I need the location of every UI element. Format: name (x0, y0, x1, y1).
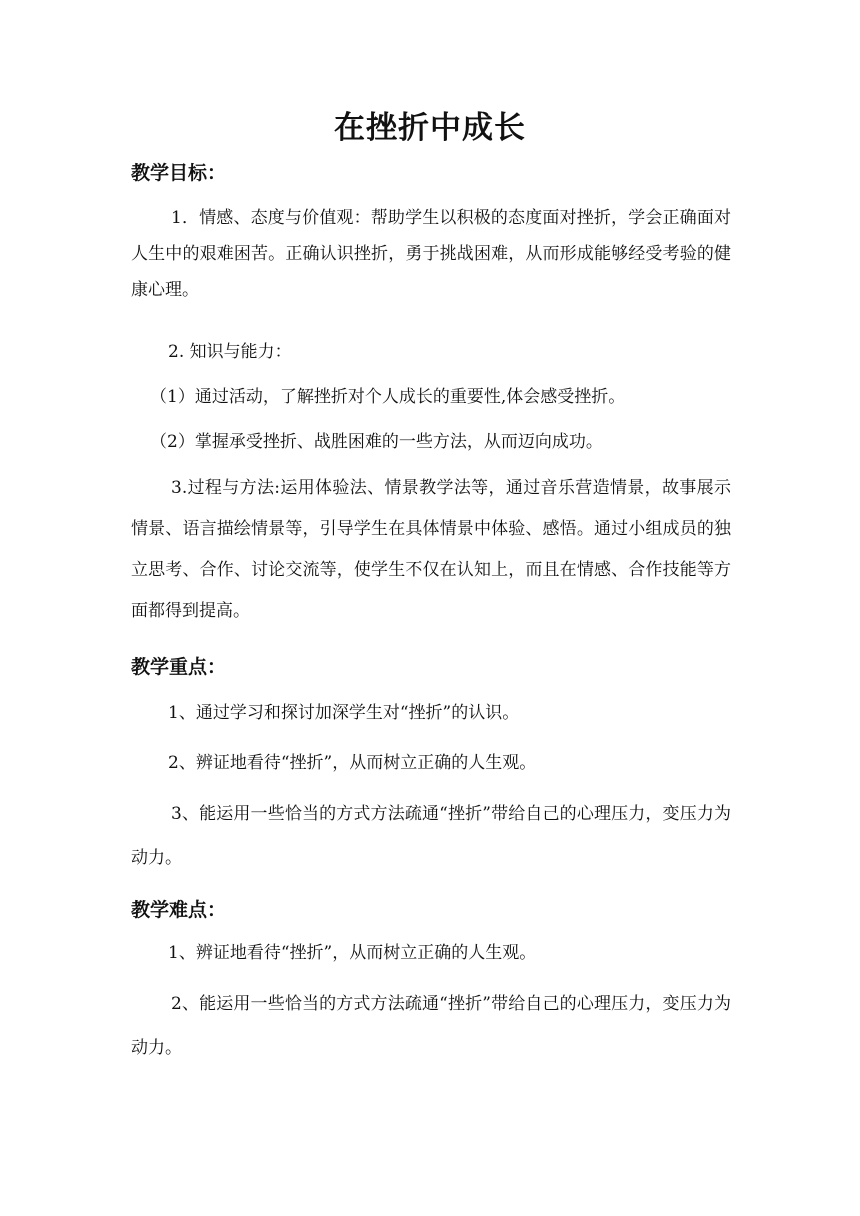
section-heading-goals: 教学目标： (131, 162, 227, 184)
section-heading-key-points: 教学重点： (131, 656, 227, 678)
section-heading-difficulties: 教学难点： (131, 899, 227, 921)
document-title: 在挫折中成长 (334, 110, 526, 146)
goal-item-2-sub-1: （1）通过活动，了解挫折对个人成长的重要性,体会感受挫折。 (150, 387, 626, 407)
difficulty-item-2: 2、能运用一些恰当的方式方法疏通“挫折”带给自己的心理压力，变压力为动力。 (131, 994, 731, 1058)
goal-item-2-sub-2: （2）掌握承受挫折、战胜困难的一些方法，从而迈向成功。 (150, 432, 603, 452)
goal-item-1: 1．情感、态度与价值观：帮助学生以积极的态度面对挫折，学会正确面对人生中的艰难困苦。正确认识挫折，勇于挑战困难，从而形成能够经受考验的健康心理。 (131, 208, 731, 300)
key-point-item-3: 3、能运用一些恰当的方式方法疏通“挫折”带给自己的心理压力，变压力为动力。 (131, 804, 731, 868)
key-point-item-2: 2、辨证地看待“挫折”，从而树立正确的人生观。 (168, 753, 537, 773)
goal-item-3: 3.过程与方法:运用体验法、情景教学法等，通过音乐营造情景，故事展示情景、语言描绘情景等，引导学生在具体情景中体验、感悟。通过小组成员的独立思考、合作、讨论交流等，使学生不仅在认知上，而且在情感、合作技能等方面都得到提高。 (131, 478, 731, 621)
difficulty-item-1: 1、辨证地看待“挫折”，从而树立正确的人生观。 (168, 943, 537, 963)
key-point-item-1: 1、通过学习和探讨加深学生对“挫折”的认识。 (168, 703, 520, 723)
goal-item-2-label: 2. 知识与能力： (168, 342, 292, 362)
